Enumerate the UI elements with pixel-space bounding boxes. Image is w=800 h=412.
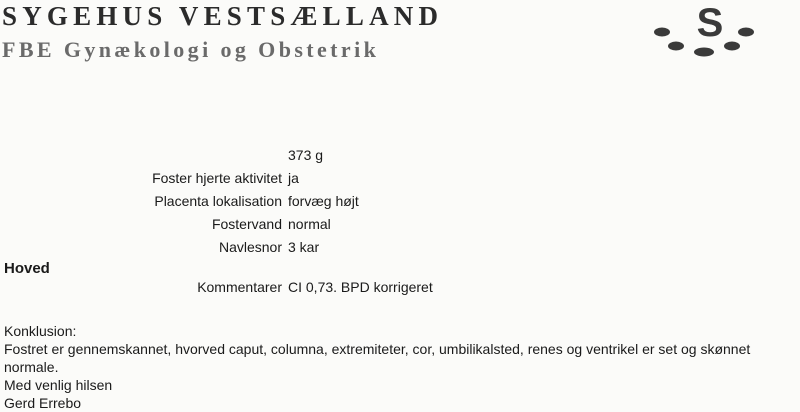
amniotic-fluid-value: normal: [288, 216, 331, 232]
comment-label: Kommentarer: [197, 279, 282, 295]
department-name: FBE Gynækologi og Obstetrik: [2, 37, 380, 62]
heart-activity-value: ja: [288, 170, 299, 186]
weight-value: 373 g: [288, 147, 324, 163]
placenta-value: forvæg højt: [288, 193, 359, 209]
closing-greeting: Med venlig hilsen: [4, 377, 113, 393]
amniotic-fluid-label: Fostervand: [211, 216, 282, 232]
conclusion-text: Fostret er gennemskannet, hvorved caput, columna, extremiteter, cor, umbilikalsted, renes og ventrikel er set og skønnet: [4, 341, 751, 357]
hospital-name: SYGEHUS VESTSÆLLAND: [2, 1, 444, 31]
section-title: Hoved: [4, 260, 50, 277]
conclusion-heading: Konklusion:: [4, 323, 77, 339]
heart-activity-label: Foster hjerte aktivitet: [152, 170, 282, 186]
comment-value: CI 0,73. BPD korrigeret: [288, 279, 433, 295]
signature-name: Gerd Errebo: [4, 395, 82, 411]
umbilical-cord-label: Navlesnor: [218, 239, 282, 255]
placenta-label: Placenta lokalisation: [154, 193, 282, 209]
conclusion-text-continued: normale.: [4, 359, 59, 375]
hospital-logo: [652, 2, 770, 58]
svg-text:S: S: [696, 2, 724, 45]
umbilical-cord-value: 3 kar: [288, 239, 320, 255]
